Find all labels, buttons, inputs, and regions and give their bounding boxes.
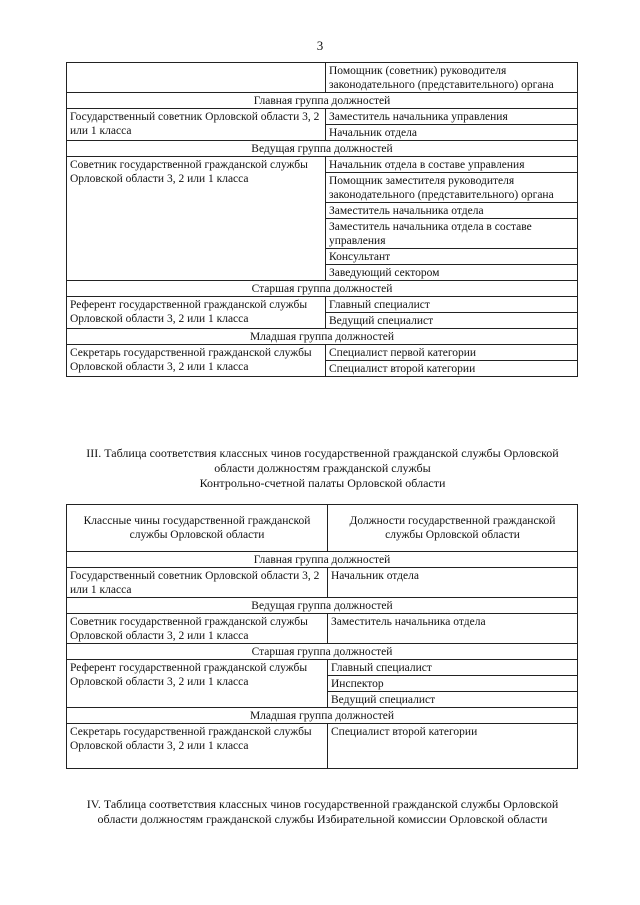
table-row bbox=[67, 63, 578, 93]
rank-cell: Секретарь государственной гражданской службы Орловской области 3, 2 или 1 класса bbox=[67, 345, 326, 377]
position-cell: Начальник отдела bbox=[328, 568, 578, 598]
positions-cell bbox=[326, 109, 578, 141]
rank-cell: Референт государственной гражданской службы Орловской области 3, 2 или 1 класса bbox=[67, 660, 328, 708]
rank-cell bbox=[67, 63, 326, 93]
section-4-title bbox=[60, 797, 585, 827]
position-cell: Помощник (советник) руководителя законодательного (представительного) органа bbox=[326, 63, 578, 93]
table-row bbox=[67, 157, 578, 281]
group-title: Главная группа должностей bbox=[67, 552, 578, 568]
section-4-title-line: IV. Таблица соответствия классных чинов государственной гражданской службы Орловской bbox=[86, 797, 559, 811]
positions-cell bbox=[326, 297, 578, 329]
position-cell: Специалист второй категории bbox=[328, 724, 578, 769]
rank-cell: Советник государственной гражданской службы Орловской области 3, 2 или 1 класса bbox=[67, 157, 326, 281]
position-item: Главный специалист bbox=[326, 297, 577, 313]
group-title: Главная группа должностей bbox=[67, 93, 578, 109]
position-item: Начальник отдела в составе управления bbox=[326, 157, 577, 173]
position-item: Специалист первой категории bbox=[326, 345, 577, 361]
rank-cell: Советник государственной гражданской службы Орловской области 3, 2 или 1 класса bbox=[67, 614, 328, 644]
group-title: Старшая группа должностей bbox=[67, 644, 578, 660]
position-item: Главный специалист bbox=[328, 660, 577, 676]
column-header-ranks: Классные чины государственной гражданской службы Орловской области bbox=[67, 505, 328, 552]
positions-cell bbox=[326, 157, 578, 281]
rank-cell: Государственный советник Орловской области 3, 2 или 1 класса bbox=[67, 568, 328, 598]
table-section-2 bbox=[66, 62, 578, 377]
group-header-row bbox=[67, 598, 578, 614]
column-header-positions: Должности государственной гражданской службы Орловской области bbox=[328, 505, 578, 552]
position-item: Заместитель начальника отдела в составе управления bbox=[326, 219, 577, 249]
group-header-row bbox=[67, 281, 578, 297]
table-row bbox=[67, 660, 578, 708]
position-item: Заместитель начальника управления bbox=[326, 109, 577, 125]
position-item: Ведущий специалист bbox=[331, 694, 436, 706]
group-header-row bbox=[67, 329, 578, 345]
group-title: Ведущая группа должностей bbox=[67, 141, 578, 157]
group-header-row bbox=[67, 644, 578, 660]
position-item: Заведующий сектором bbox=[329, 267, 440, 279]
group-header-row bbox=[67, 708, 578, 724]
position-item: Ведущий специалист bbox=[329, 315, 434, 327]
position-item: Инспектор bbox=[328, 676, 577, 692]
table-section-3 bbox=[66, 504, 578, 769]
table-row bbox=[67, 109, 578, 141]
position-cell: Заместитель начальника отдела bbox=[328, 614, 578, 644]
page-number: 3 bbox=[316, 38, 324, 53]
group-title: Ведущая группа должностей bbox=[67, 598, 578, 614]
rank-cell: Секретарь государственной гражданской службы Орловской области 3, 2 или 1 класса bbox=[67, 724, 328, 769]
table-row bbox=[67, 297, 578, 329]
rank-cell: Государственный советник Орловской области 3, 2 или 1 класса bbox=[67, 109, 326, 141]
position-item: Помощник заместителя руководителя законодательного (представительного) органа bbox=[326, 173, 577, 203]
positions-cell bbox=[326, 345, 578, 377]
group-header-row bbox=[67, 141, 578, 157]
group-header-row bbox=[67, 552, 578, 568]
positions-cell bbox=[328, 660, 578, 708]
section-3-title bbox=[60, 446, 585, 491]
position-item: Специалист второй категории bbox=[329, 363, 476, 375]
position-item: Консультант bbox=[326, 249, 577, 265]
table-header-row bbox=[67, 505, 578, 552]
section-3-title-line: области должностям гражданской службы bbox=[214, 461, 431, 475]
table-row bbox=[67, 568, 578, 598]
position-item: Начальник отдела bbox=[329, 127, 417, 139]
section-4-title-line: области должностям гражданской службы Избирательной комиссии Орловской области bbox=[97, 812, 548, 826]
position-item: Заместитель начальника отдела bbox=[326, 203, 577, 219]
table-row bbox=[67, 345, 578, 377]
group-title: Старшая группа должностей bbox=[67, 281, 578, 297]
rank-cell: Референт государственной гражданской службы Орловской области 3, 2 или 1 класса bbox=[67, 297, 326, 329]
section-3-title-line: III. Таблица соответствия классных чинов государственной гражданской службы Орловской bbox=[86, 446, 559, 460]
group-title: Младшая группа должностей bbox=[67, 329, 578, 345]
table-row bbox=[67, 614, 578, 644]
section-3-title-line: Контрольно-счетной палаты Орловской области bbox=[199, 476, 446, 490]
table-row bbox=[67, 724, 578, 769]
group-title: Младшая группа должностей bbox=[67, 708, 578, 724]
group-header-row bbox=[67, 93, 578, 109]
